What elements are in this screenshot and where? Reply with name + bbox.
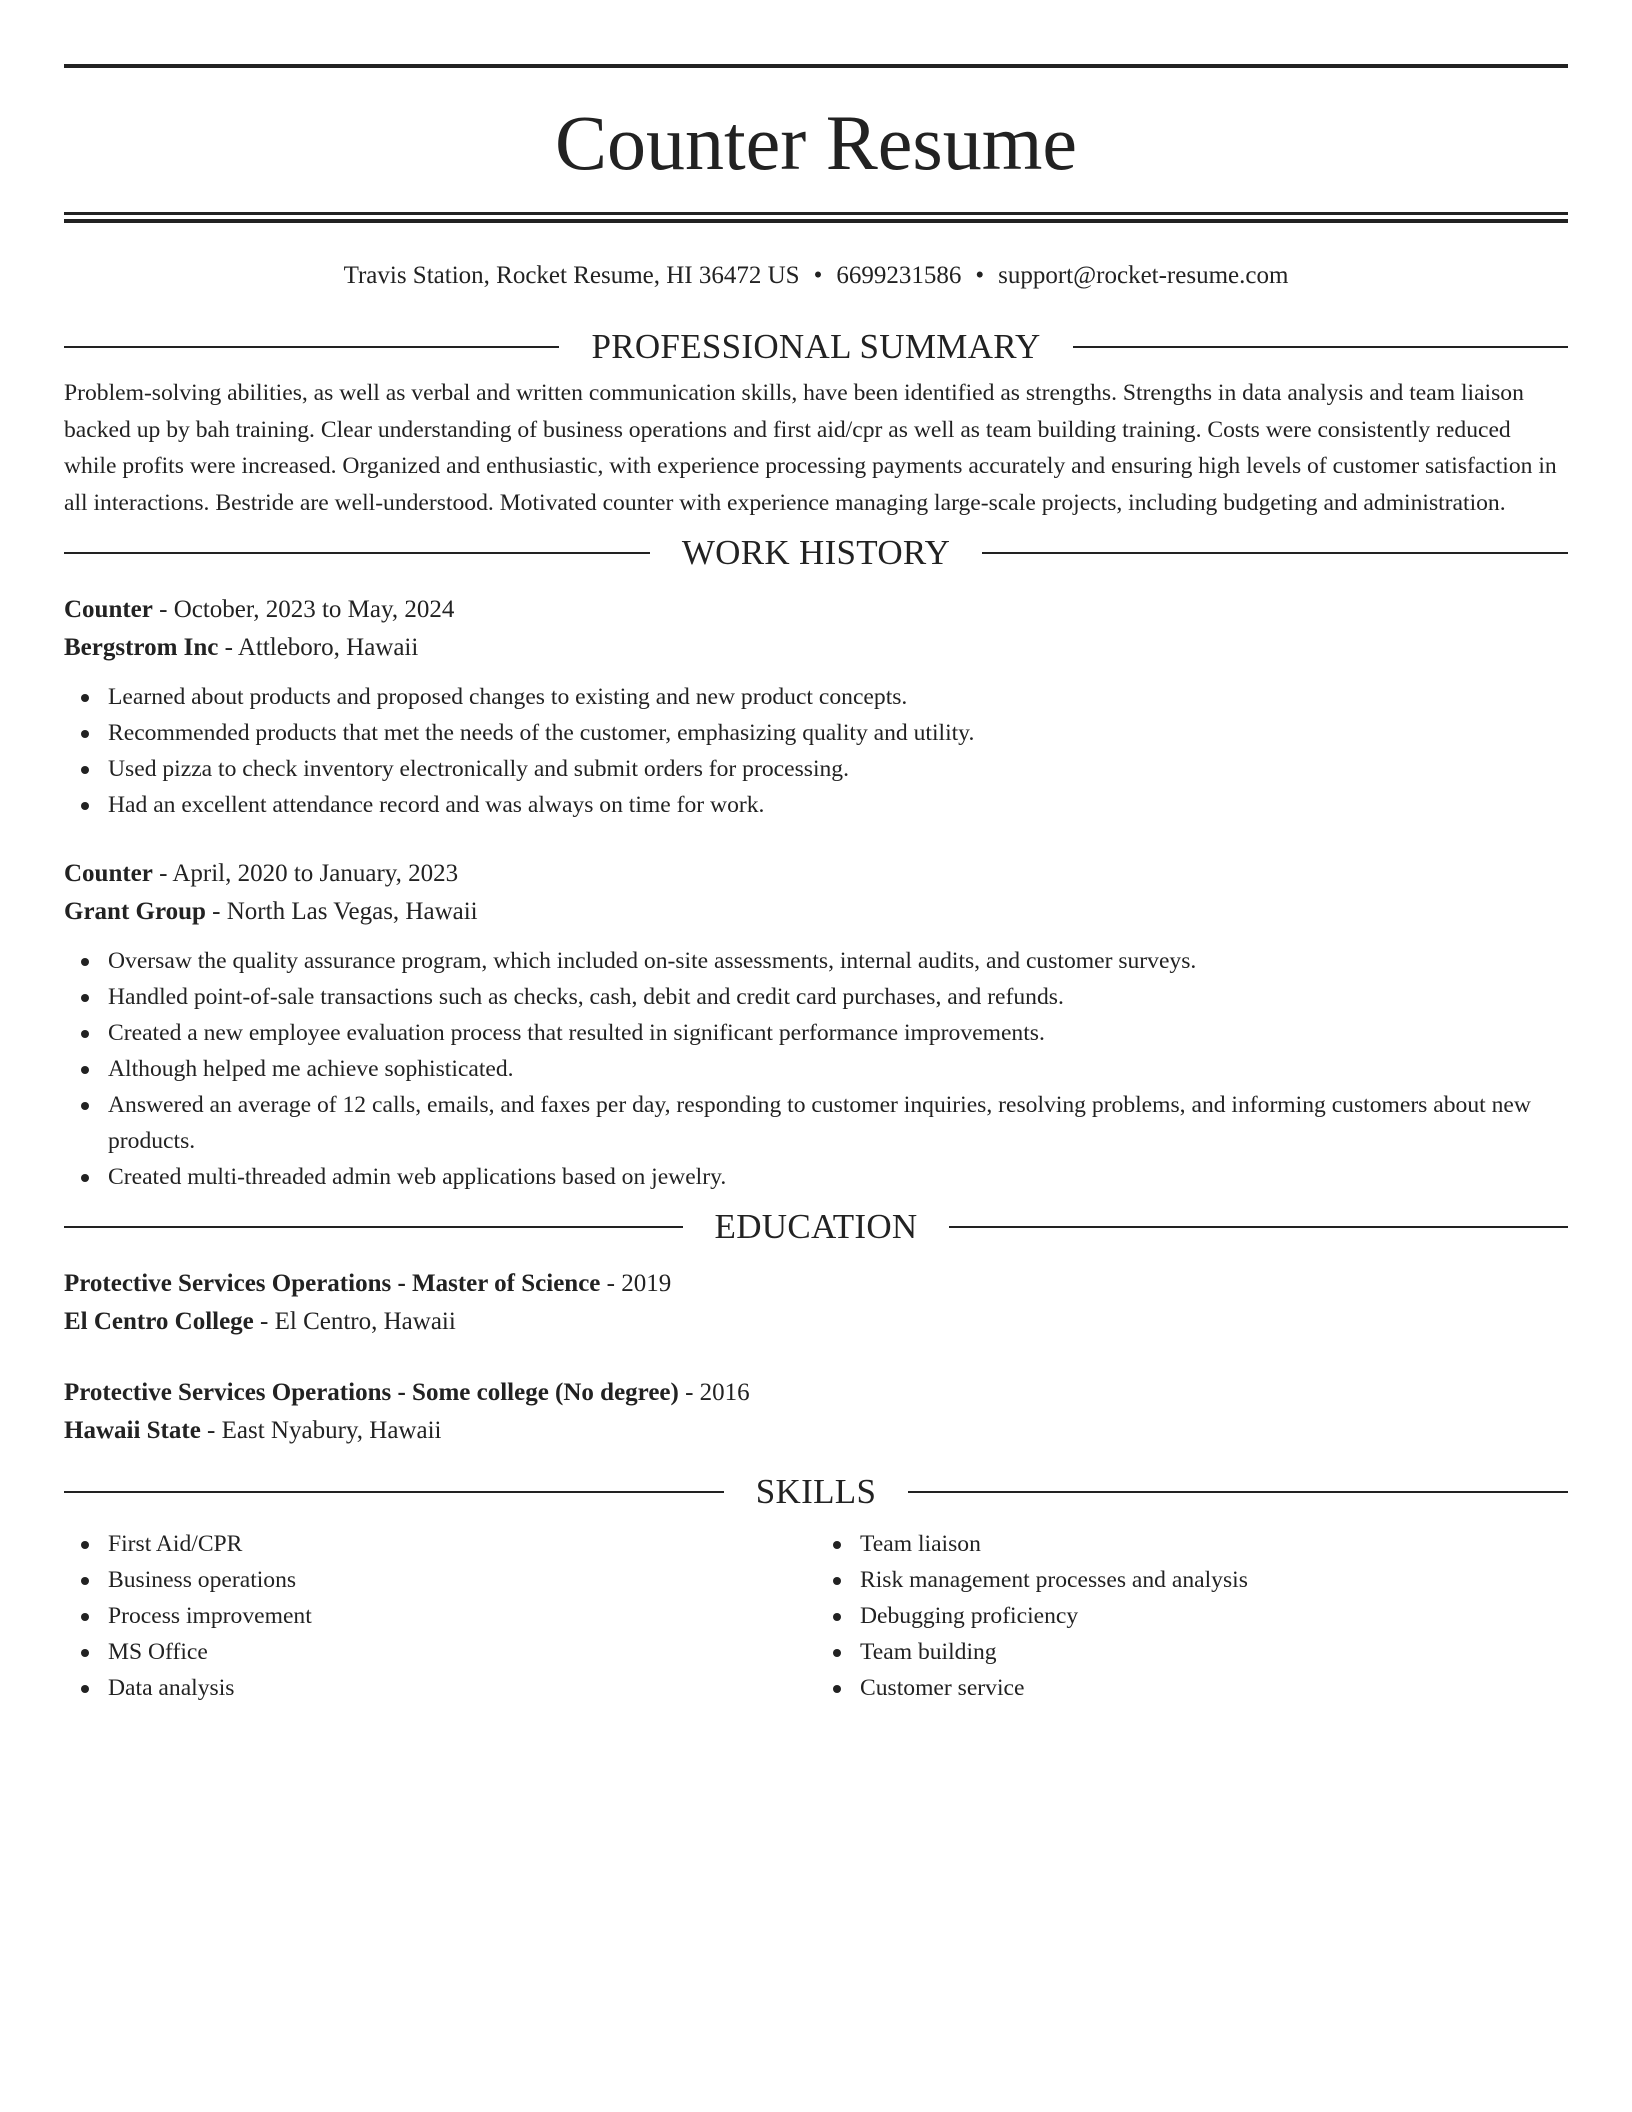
list-item: Data analysis <box>64 1670 816 1706</box>
education-school-line <box>64 1303 1568 1341</box>
list-item: Debugging proficiency <box>816 1598 1568 1634</box>
skills-column-right <box>816 1526 1568 1706</box>
contact-email: support@rocket-resume.com <box>998 262 1289 289</box>
job-company-line <box>64 629 1568 667</box>
job-position: Counter <box>64 596 153 623</box>
list-item: Created multi-threaded admin web applications based on jewelry. <box>64 1159 1568 1195</box>
education-school: El Centro College <box>64 1308 254 1335</box>
education-entry <box>64 1374 1568 1450</box>
education-year: - 2019 <box>600 1270 672 1297</box>
list-item: MS Office <box>64 1634 816 1670</box>
section-title: PROFESSIONAL SUMMARY <box>591 327 1041 366</box>
job-entry <box>64 591 1568 823</box>
job-bullets <box>64 943 1568 1195</box>
education-degree-line <box>64 1265 1568 1303</box>
section-rule <box>908 1491 1568 1493</box>
education-school: Hawaii State <box>64 1417 201 1444</box>
resume-title: Counter Resume <box>554 99 1078 186</box>
contact-phone: 6699231586 <box>836 262 962 289</box>
section-rule <box>64 1226 683 1228</box>
section-rule <box>1073 346 1568 348</box>
list-item: Learned about products and proposed changes to existing and new product concepts. <box>64 679 1568 715</box>
education-degree: Protective Services Operations - Master of Science <box>64 1270 601 1297</box>
job-location: - North Las Vegas, Hawaii <box>205 898 478 925</box>
list-item: First Aid/CPR <box>64 1526 816 1562</box>
education-entry <box>64 1265 1568 1341</box>
education-year: - 2016 <box>678 1379 750 1406</box>
summary-text: Problem-solving abilities, as well as verbal and written communication skills, have been identified as strengths. Strengths in data analysis and team liaison backed up by bah training. Clear understanding of business operations and first aid/cpr as well as team building training. Costs were consistently reduced while profits were increased. Organized and enthusiastic, with experience processing payments accurately and ensuring high levels of customer satisfaction in all interactions. Bestride are well-understood. Motivated counter with experience managing large-scale projects, including budgeting and administration. <box>64 380 1557 516</box>
resume-page <box>64 64 1568 1706</box>
list-item: Oversaw the quality assurance program, which included on-site assessments, internal audits, and customer surveys. <box>64 943 1568 979</box>
education-location: - East Nyabury, Hawaii <box>200 1417 442 1444</box>
section-header-education <box>64 1207 1568 1247</box>
contact-address: Travis Station, Rocket Resume, HI 36472 US <box>343 262 800 289</box>
section-rule <box>949 1226 1568 1228</box>
section-rule <box>982 552 1568 554</box>
contact-line <box>64 261 1568 291</box>
job-company-line <box>64 893 1568 931</box>
education-location: - El Centro, Hawaii <box>253 1308 456 1335</box>
section-rule <box>64 346 559 348</box>
list-item: Although helped me achieve sophisticated. <box>64 1051 1568 1087</box>
education-degree-line <box>64 1374 1568 1412</box>
contact-separator: • <box>813 262 823 289</box>
section-rule <box>64 552 650 554</box>
education-school-line <box>64 1412 1568 1450</box>
list-item: Had an excellent attendance record and was always on time for work. <box>64 787 1568 823</box>
section-header-skills <box>64 1472 1568 1512</box>
job-title-line <box>64 855 1568 893</box>
list-item: Business operations <box>64 1562 816 1598</box>
section-title: SKILLS <box>755 1472 877 1511</box>
section-title: EDUCATION <box>714 1207 918 1246</box>
job-company: Grant Group <box>64 898 206 925</box>
job-position: Counter <box>64 860 153 887</box>
contact-separator: • <box>975 262 985 289</box>
section-header-work <box>64 533 1568 573</box>
list-item: Process improvement <box>64 1598 816 1634</box>
job-company: Bergstrom Inc <box>64 634 219 661</box>
list-item: Used pizza to check inventory electronically and submit orders for processing. <box>64 751 1568 787</box>
list-item: Team liaison <box>816 1526 1568 1562</box>
education-degree: Protective Services Operations - Some college (No degree) <box>64 1379 679 1406</box>
job-title-line <box>64 591 1568 629</box>
job-dates: - April, 2020 to January, 2023 <box>152 860 459 887</box>
list-item: Recommended products that met the needs of the customer, emphasizing quality and utility. <box>64 715 1568 751</box>
section-rule <box>64 1491 724 1493</box>
title-double-rule <box>64 212 1568 223</box>
job-bullets <box>64 679 1568 823</box>
skills-column-left <box>64 1526 816 1706</box>
section-header-summary <box>64 327 1568 367</box>
list-item: Handled point-of-sale transactions such as checks, cash, debit and credit card purchases, and refunds. <box>64 979 1568 1015</box>
section-title: WORK HISTORY <box>681 533 951 572</box>
skills-list <box>64 1526 1568 1706</box>
list-item: Answered an average of 12 calls, emails, and faxes per day, responding to customer inquiries, resolving problems, and informing customers about new products. <box>64 1087 1568 1159</box>
list-item: Team building <box>816 1634 1568 1670</box>
list-item: Customer service <box>816 1670 1568 1706</box>
list-item: Risk management processes and analysis <box>816 1562 1568 1598</box>
top-rule <box>64 64 1568 68</box>
list-item: Created a new employee evaluation process that resulted in significant performance improvements. <box>64 1015 1568 1051</box>
job-location: - Attleboro, Hawaii <box>218 634 419 661</box>
job-entry <box>64 855 1568 1195</box>
job-dates: - October, 2023 to May, 2024 <box>152 596 455 623</box>
